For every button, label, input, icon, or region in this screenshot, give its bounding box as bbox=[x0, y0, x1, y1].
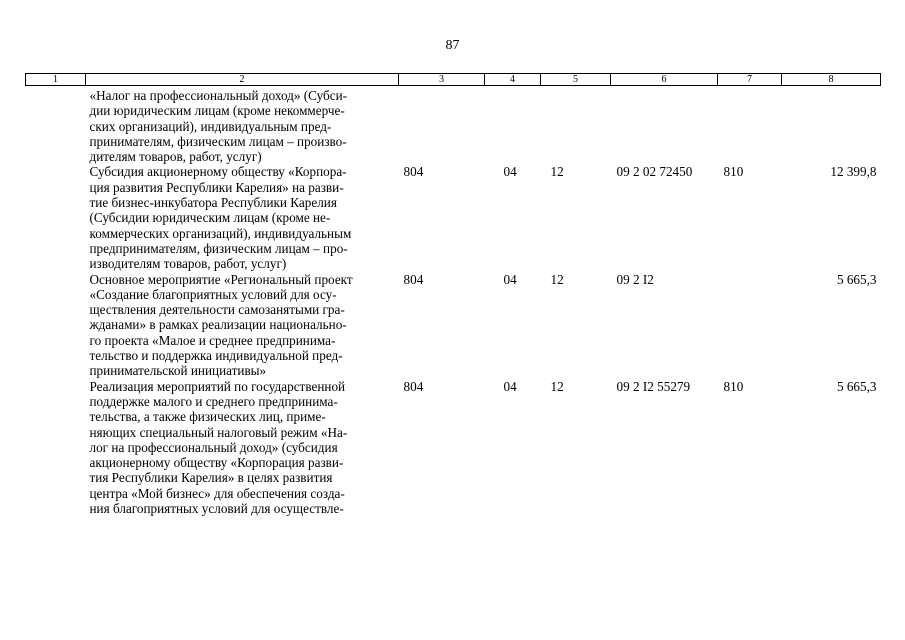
column-header-4: 4 bbox=[485, 74, 541, 86]
row-name-line: ния благоприятных условий для осуществле- bbox=[89, 501, 344, 517]
column-header-3: 3 bbox=[399, 74, 485, 86]
row-name-line: принимательской инициативы» bbox=[89, 363, 267, 379]
target-article-cell: 09 2 02 72450 bbox=[616, 164, 693, 180]
table-row bbox=[26, 86, 881, 165]
row-name-line: (Субсидии юридическим лицам (кроме не- bbox=[89, 210, 331, 226]
expense-type-cell bbox=[718, 86, 782, 165]
row-name-line: го проекта «Малое и среднее предпринима- bbox=[89, 332, 336, 348]
row-name-line: поддержке малого и среднего предпринима- bbox=[89, 393, 338, 409]
row-index-cell bbox=[26, 379, 86, 517]
amount-cell: 5 665,3 bbox=[836, 378, 877, 394]
row-name-line: принимателям, физическим лицам – произво- bbox=[89, 133, 347, 149]
row-name-line: коммерческих организаций), индивидуальным bbox=[89, 225, 352, 241]
row-index-cell bbox=[26, 86, 86, 165]
expense-type-cell bbox=[718, 272, 782, 379]
row-name-line: тия Республики Карелия» в целях развития bbox=[89, 470, 333, 486]
subsection-cell: 12 bbox=[550, 378, 564, 394]
row-name-line: акционерному обществу «Корпорация разви- bbox=[89, 455, 344, 471]
row-name-line: тельство и поддержка индивидуальной пред- bbox=[89, 348, 343, 364]
page-number: 87 bbox=[445, 38, 460, 53]
row-name-line: ция развития Республики Карелия» на разви- bbox=[89, 179, 344, 195]
amount-cell: 5 665,3 bbox=[836, 271, 877, 287]
row-name-cell bbox=[86, 272, 399, 379]
expense-type-cell: 810 bbox=[723, 164, 744, 180]
column-header-2: 2 bbox=[86, 74, 399, 86]
target-article-cell: 09 2 I2 bbox=[616, 271, 654, 287]
section-cell: 04 bbox=[503, 378, 517, 394]
column-header-6: 6 bbox=[611, 74, 718, 86]
row-name-line: Субсидия акционерному обществу «Корпора- bbox=[89, 164, 347, 180]
row-name-line: тельства, а также физических лиц, приме- bbox=[89, 409, 326, 425]
table-row bbox=[26, 164, 881, 271]
row-name-line: «Налог на профессиональный доход» (Субси- bbox=[89, 88, 348, 103]
expense-type-cell: 810 bbox=[723, 378, 744, 394]
row-name-line: ществления деятельности самозанятыми гра- bbox=[89, 302, 345, 318]
column-header-7: 7 bbox=[718, 74, 782, 86]
target-article-cell: 09 2 I2 55279 bbox=[616, 378, 691, 394]
target-article-cell bbox=[611, 86, 718, 165]
row-name-line: дии юридическим лицам (кроме некоммерче- bbox=[89, 103, 345, 119]
row-name-cell bbox=[86, 164, 399, 271]
row-name-line: няющих специальный налоговый режим «На- bbox=[89, 424, 348, 440]
amount-cell bbox=[782, 86, 881, 165]
row-name-line: центра «Мой бизнес» для обеспечения созда- bbox=[89, 485, 345, 501]
column-header-5: 5 bbox=[541, 74, 611, 86]
column-number-header-row bbox=[26, 74, 881, 86]
column-header-1: 1 bbox=[26, 74, 86, 86]
row-name-line: изводителям товаров, работ, услуг) bbox=[89, 256, 287, 272]
grbs-cell: 804 bbox=[403, 271, 424, 287]
row-name-line: дителям товаров, работ, услуг) bbox=[89, 149, 262, 165]
row-name-cell bbox=[86, 86, 399, 165]
grbs-cell: 804 bbox=[403, 164, 424, 180]
subsection-cell: 12 bbox=[550, 271, 564, 287]
subsection-cell bbox=[541, 86, 611, 165]
row-name-cell bbox=[86, 379, 399, 517]
column-header-8: 8 bbox=[782, 74, 881, 86]
section-cell: 04 bbox=[503, 271, 517, 287]
row-index-cell bbox=[26, 164, 86, 271]
amount-cell: 12 399,8 bbox=[830, 164, 877, 180]
grbs-cell: 804 bbox=[403, 378, 424, 394]
row-name-line: жданами» в рамках реализации национально- bbox=[89, 317, 347, 333]
row-name-line: тие бизнес-инкубатора Республики Карелия bbox=[89, 195, 337, 211]
section-cell: 04 bbox=[503, 164, 517, 180]
subsection-cell: 12 bbox=[550, 164, 564, 180]
row-name-line: ских организаций), индивидуальным пред- bbox=[89, 118, 332, 134]
section-cell bbox=[485, 86, 541, 165]
row-index-cell bbox=[26, 272, 86, 379]
row-name-line: Основное мероприятие «Региональный проект bbox=[89, 271, 353, 287]
row-name-line: «Создание благоприятных условий для осу- bbox=[89, 286, 337, 302]
table-row bbox=[26, 272, 881, 379]
row-name-line: лог на профессиональный доход» (субсидия bbox=[89, 439, 338, 455]
grbs-cell bbox=[399, 86, 485, 165]
row-name-line: предпринимателям, физическим лицам – про- bbox=[89, 240, 348, 256]
budget-table bbox=[25, 73, 881, 516]
table-row bbox=[26, 379, 881, 517]
row-name-line: Реализация мероприятий по государственной bbox=[89, 378, 346, 394]
